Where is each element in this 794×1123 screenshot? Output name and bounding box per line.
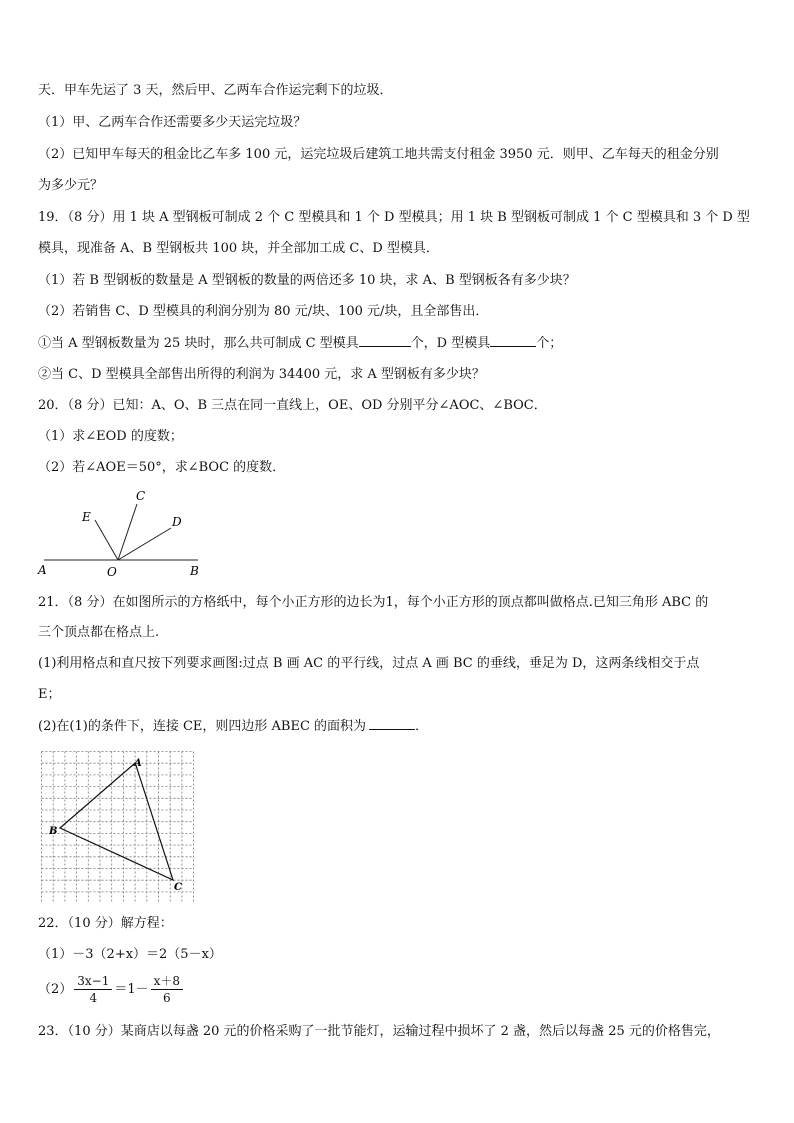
p21-q2-text: (2)在(1)的条件下，连接 CE，则四边形 ABEC 的面积为 <box>38 719 367 734</box>
fraction-1-numerator: 3x−1 <box>74 973 112 990</box>
label-a: A <box>134 758 142 769</box>
fraction-2 <box>151 973 183 1006</box>
ray-oe <box>95 520 118 560</box>
p19-subquestion-1 <box>38 334 562 353</box>
label-e: E <box>82 510 91 524</box>
p19-sub1-text-a: ①当 A 型钢板数量为 25 块时，那么共可制成 C 型模具 <box>38 336 359 351</box>
p22-q2-prefix: （2） <box>38 982 73 997</box>
answer-blank-d-molds[interactable] <box>490 334 536 347</box>
p20-question-1: （1）求∠EOD 的度数； <box>38 429 183 444</box>
fraction-2-denominator: 6 <box>163 991 171 1005</box>
angle-figure <box>30 484 220 580</box>
p19-question-2: （2）若销售 C、D 型模具的利润分别为 80 元/块、100 元/块，且全部售出． <box>38 304 489 319</box>
label-c: C <box>136 489 146 503</box>
p18-question-2a: （2）已知甲车每天的租金比乙车多 100 元，运完垃圾后建筑工地共需支付租金 3950 元．则甲、乙车每天的租金分别 <box>38 147 719 162</box>
p21-question-1b: E； <box>38 687 61 702</box>
fraction-1 <box>74 973 112 1006</box>
fraction-2-numerator: x＋8 <box>151 973 183 990</box>
p19-sub1-text-b: 个，D 型模具 <box>410 336 491 351</box>
label-c: C <box>174 882 182 893</box>
label-b: B <box>49 826 58 837</box>
p20-question-2: （2）若∠AOE＝50°，求∠BOC 的度数． <box>38 460 286 475</box>
fraction-1-denominator: 4 <box>89 991 98 1005</box>
ray-oc <box>118 504 137 560</box>
p22-text-line1: 22．（10 分）解方程： <box>38 916 173 931</box>
p19-sub1-text-c: 个； <box>536 336 563 351</box>
p19-text-line2: 模具，现准备 A、B 型钢板共 100 块，并全部加工成 C、D 型模具． <box>38 241 439 256</box>
p21-question-2 <box>38 717 428 736</box>
label-b: B <box>190 564 199 578</box>
p18-question-2b: 为多少元？ <box>38 178 104 193</box>
answer-blank-area[interactable] <box>369 717 415 730</box>
grid-figure <box>38 748 198 903</box>
p19-subquestion-2: ②当 C、D 型模具全部售出所得的利润为 34400 元，求 A 型钢板有多少块？ <box>38 367 485 382</box>
p19-question-1: （1）若 B 型钢板的数量是 A 型钢板的数量的两倍还多 10 块，求 A、B 型钢板各有多少块？ <box>38 273 576 288</box>
p18-text-line1: 天．甲车先运了 3 天，然后甲、乙两车合作运完剩下的垃圾． <box>38 83 393 98</box>
p18-question-1: （1）甲、乙两车合作还需要多少天运完垃圾？ <box>38 115 307 130</box>
p21-text-line1: 21．（8 分）在如图所示的方格纸中，每个小正方形的边长为1，每个小正方形的顶点都叫做格点.已知三角形 ABC 的 <box>38 595 709 610</box>
grid-lines <box>42 752 194 904</box>
p21-text-line2: 三个顶点都在格点上. <box>38 625 160 640</box>
p22-question-1: （1）－3（2+x）＝2（5－x） <box>38 947 222 962</box>
answer-blank-c-molds[interactable] <box>359 334 411 347</box>
p22-question-2 <box>38 972 185 1008</box>
ray-od <box>118 528 171 560</box>
p21-question-1a: (1)利用格点和直尺按下列要求画图:过点 B 画 AC 的平行线，过点 A 画 BC 的垂线，垂足为 D，这两条线相交于点 <box>38 656 700 671</box>
p21-q2-end: ． <box>415 719 429 734</box>
p22-q2-mid: ＝1－ <box>114 982 149 997</box>
p19-text-line1: 19．（8 分）用 1 块 A 型钢板可制成 2 个 C 型模具和 1 个 D 型模具；用 1 块 B 型钢板可制成 1 个 C 型模具和 3 个 D 型 <box>38 210 750 225</box>
p23-text-line1: 23．（10 分）某商店以每盏 20 元的价格采购了一批节能灯，运输过程中损坏了 2 盏，然后以每盏 25 元的价格售完， <box>38 1024 720 1039</box>
label-d: D <box>172 515 182 529</box>
label-a: A <box>38 563 47 577</box>
p20-text-line1: 20．（8 分）已知：A、O、B 三点在同一直线上，OE、OD 分别平分∠AOC、∠BOC． <box>38 398 547 413</box>
label-o: O <box>107 565 117 579</box>
